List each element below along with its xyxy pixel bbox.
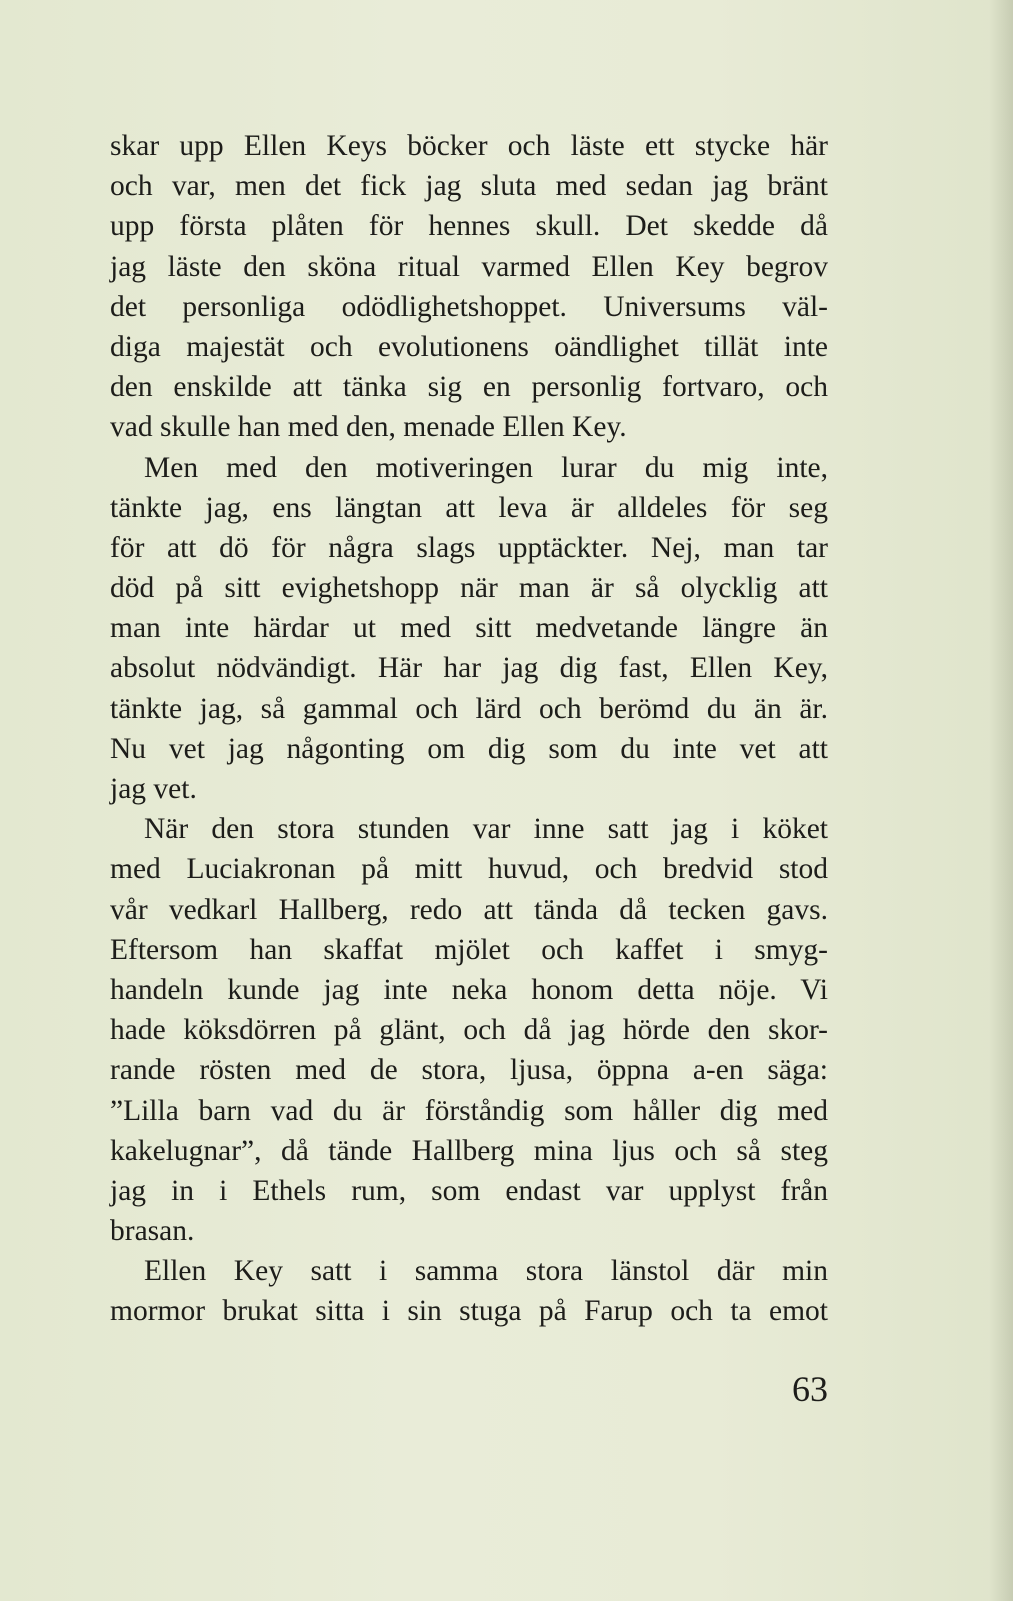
text-line: med Luciakronan på mitt huvud, och bredvid stod (110, 853, 828, 886)
text-line: mormor brukat sitta i sin stuga på Farup och ta emot (110, 1295, 828, 1328)
text-line: diga majestät och evolutionens oändlighet tillät inte (110, 330, 828, 363)
text-line: Nu vet jag någonting om dig som du inte vet att (110, 732, 828, 765)
page-number: 63 (792, 1369, 828, 1409)
text-line: för att dö för några slags upptäckter. Nej, man tar (110, 531, 828, 564)
text-line: ”Lilla barn vad du är förståndig som håller dig med (110, 1094, 828, 1127)
page-edge-shadow (989, 0, 1013, 1601)
text-line: När den stora stunden var inne satt jag i köket (144, 813, 828, 846)
text-line: upp första plåten för hennes skull. Det skedde då (110, 210, 828, 243)
text-line: jag in i Ethels rum, som endast var upplyst från (110, 1174, 828, 1207)
text-line: tänkte jag, så gammal och lärd och berömd du än är. (110, 692, 828, 725)
text-line: den enskilde att tänka sig en personlig fortvaro, och (110, 371, 828, 404)
text-line: Ellen Key satt i samma stora länstol där min (144, 1255, 828, 1288)
text-line: Eftersom han skaffat mjölet och kaffet i smyg- (110, 933, 828, 966)
text-line: hade köksdörren på glänt, och då jag hörde den skor- (110, 1014, 828, 1047)
text-line: Men med den motiveringen lurar du mig inte, (144, 451, 828, 484)
text-line: det personliga odödlighetshoppet. Universums väl- (110, 290, 828, 323)
text-line: skar upp Ellen Keys böcker och läste ett stycke här (110, 130, 828, 162)
text-line: död på sitt evighetshopp när man är så olycklig att (110, 572, 828, 605)
text-line: kakelugnar”, då tände Hallberg mina ljus och så steg (110, 1134, 828, 1167)
text-line: absolut nödvändigt. Här har jag dig fast, Ellen Key, (110, 652, 828, 685)
text-line: vad skulle han med den, menade Ellen Key. (110, 411, 627, 444)
text-line: brasan. (110, 1215, 195, 1248)
body-text (110, 126, 828, 1332)
text-line: jag vet. (110, 773, 197, 805)
text-line: tänkte jag, ens längtan att leva är alldeles för seg (110, 491, 828, 524)
text-line: jag läste den sköna ritual varmed Ellen Key begrov (110, 250, 828, 283)
text-line: rande rösten med de stora, ljusa, öppna a-en säga: (110, 1054, 828, 1087)
text-line: och var, men det fick jag sluta med sedan jag bränt (110, 170, 828, 203)
text-line: vår vedkarl Hallberg, redo att tända då tecken gavs. (110, 893, 828, 926)
text-line: handeln kunde jag inte neka honom detta nöje. Vi (110, 973, 828, 1006)
text-line: man inte härdar ut med sitt medvetande längre än (110, 612, 828, 645)
